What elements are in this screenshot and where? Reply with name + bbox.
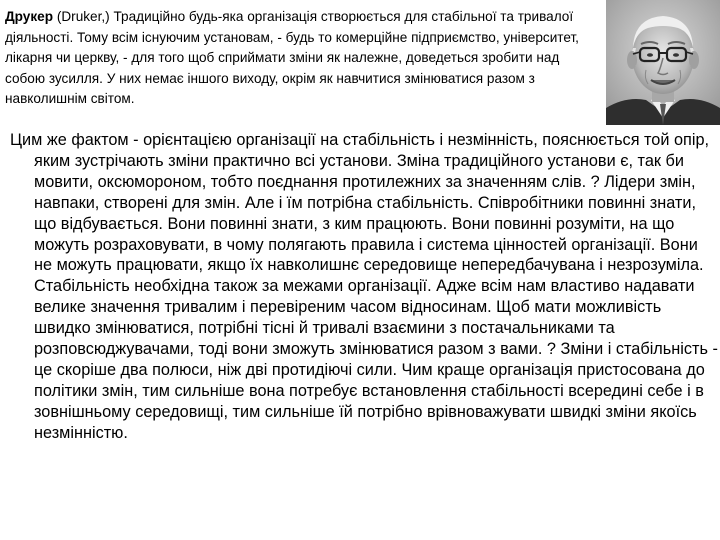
author-name: Друкер [5, 9, 54, 24]
intro-text: Традиційно будь-яка організація створюється для стабільної та тривалої діяльності. Тому всім існуючим установам, - будь то комерційне підприємство, університет, лікарня чи церкву, - для того щоб сприймати зміни як належне, доведеться зробити над собою зусилля. У них немає іншого виходу, окрім як навчитися змінюватися разом з навколишнім світом. [5, 9, 579, 106]
portrait-photo [606, 0, 720, 125]
main-paragraph: Цим же фактом - орієнтацією організації на стабільність і незмінність, пояснюється той опір, яким зустрічають зміни практично всі установи. Зміна традиційного установи є, так би мовити, оксюмороном, тобто поєднання протилежних за значенням слів. ? Лідери змін, навпаки, створені для змін. Але і їм потрібна стабільність. Співробітники повинні знати, що відбувається. Вони повинні знати, з ким працюють. Вони повинні розуміти, на що можуть розраховувати, в чому полягають правила і система цінностей організації. Вони не можуть працювати, якщо їх навколишнє середовище непередбачувана і незрозуміла. Стабільність необхідна також за межами організації. Адже всім нам властиво надавати велике значення тривалим і перевіреним часом відносинам. Щоб мати можливість швидко змінюватися, потрібні тісні й тривалі взаємини з постачальниками та розповсюджувачами, тоді вони зможуть змінюватися разом з вами. ? Зміни і стабільність - це скоріше два полюси, ніж дві протидіючі сили. Чим краще організація пристосована до політики змін, тим сильніше вона потребує встановлення стабільності всередині себе і в зовнішньому середовищі, тим сильніше їй потрібно врівноважувати швидкі зміни якоїсь незмінністю. [10, 131, 718, 442]
intro-paragraph [5, 0, 603, 110]
author-latin-name: (Druker,) [56, 9, 110, 24]
